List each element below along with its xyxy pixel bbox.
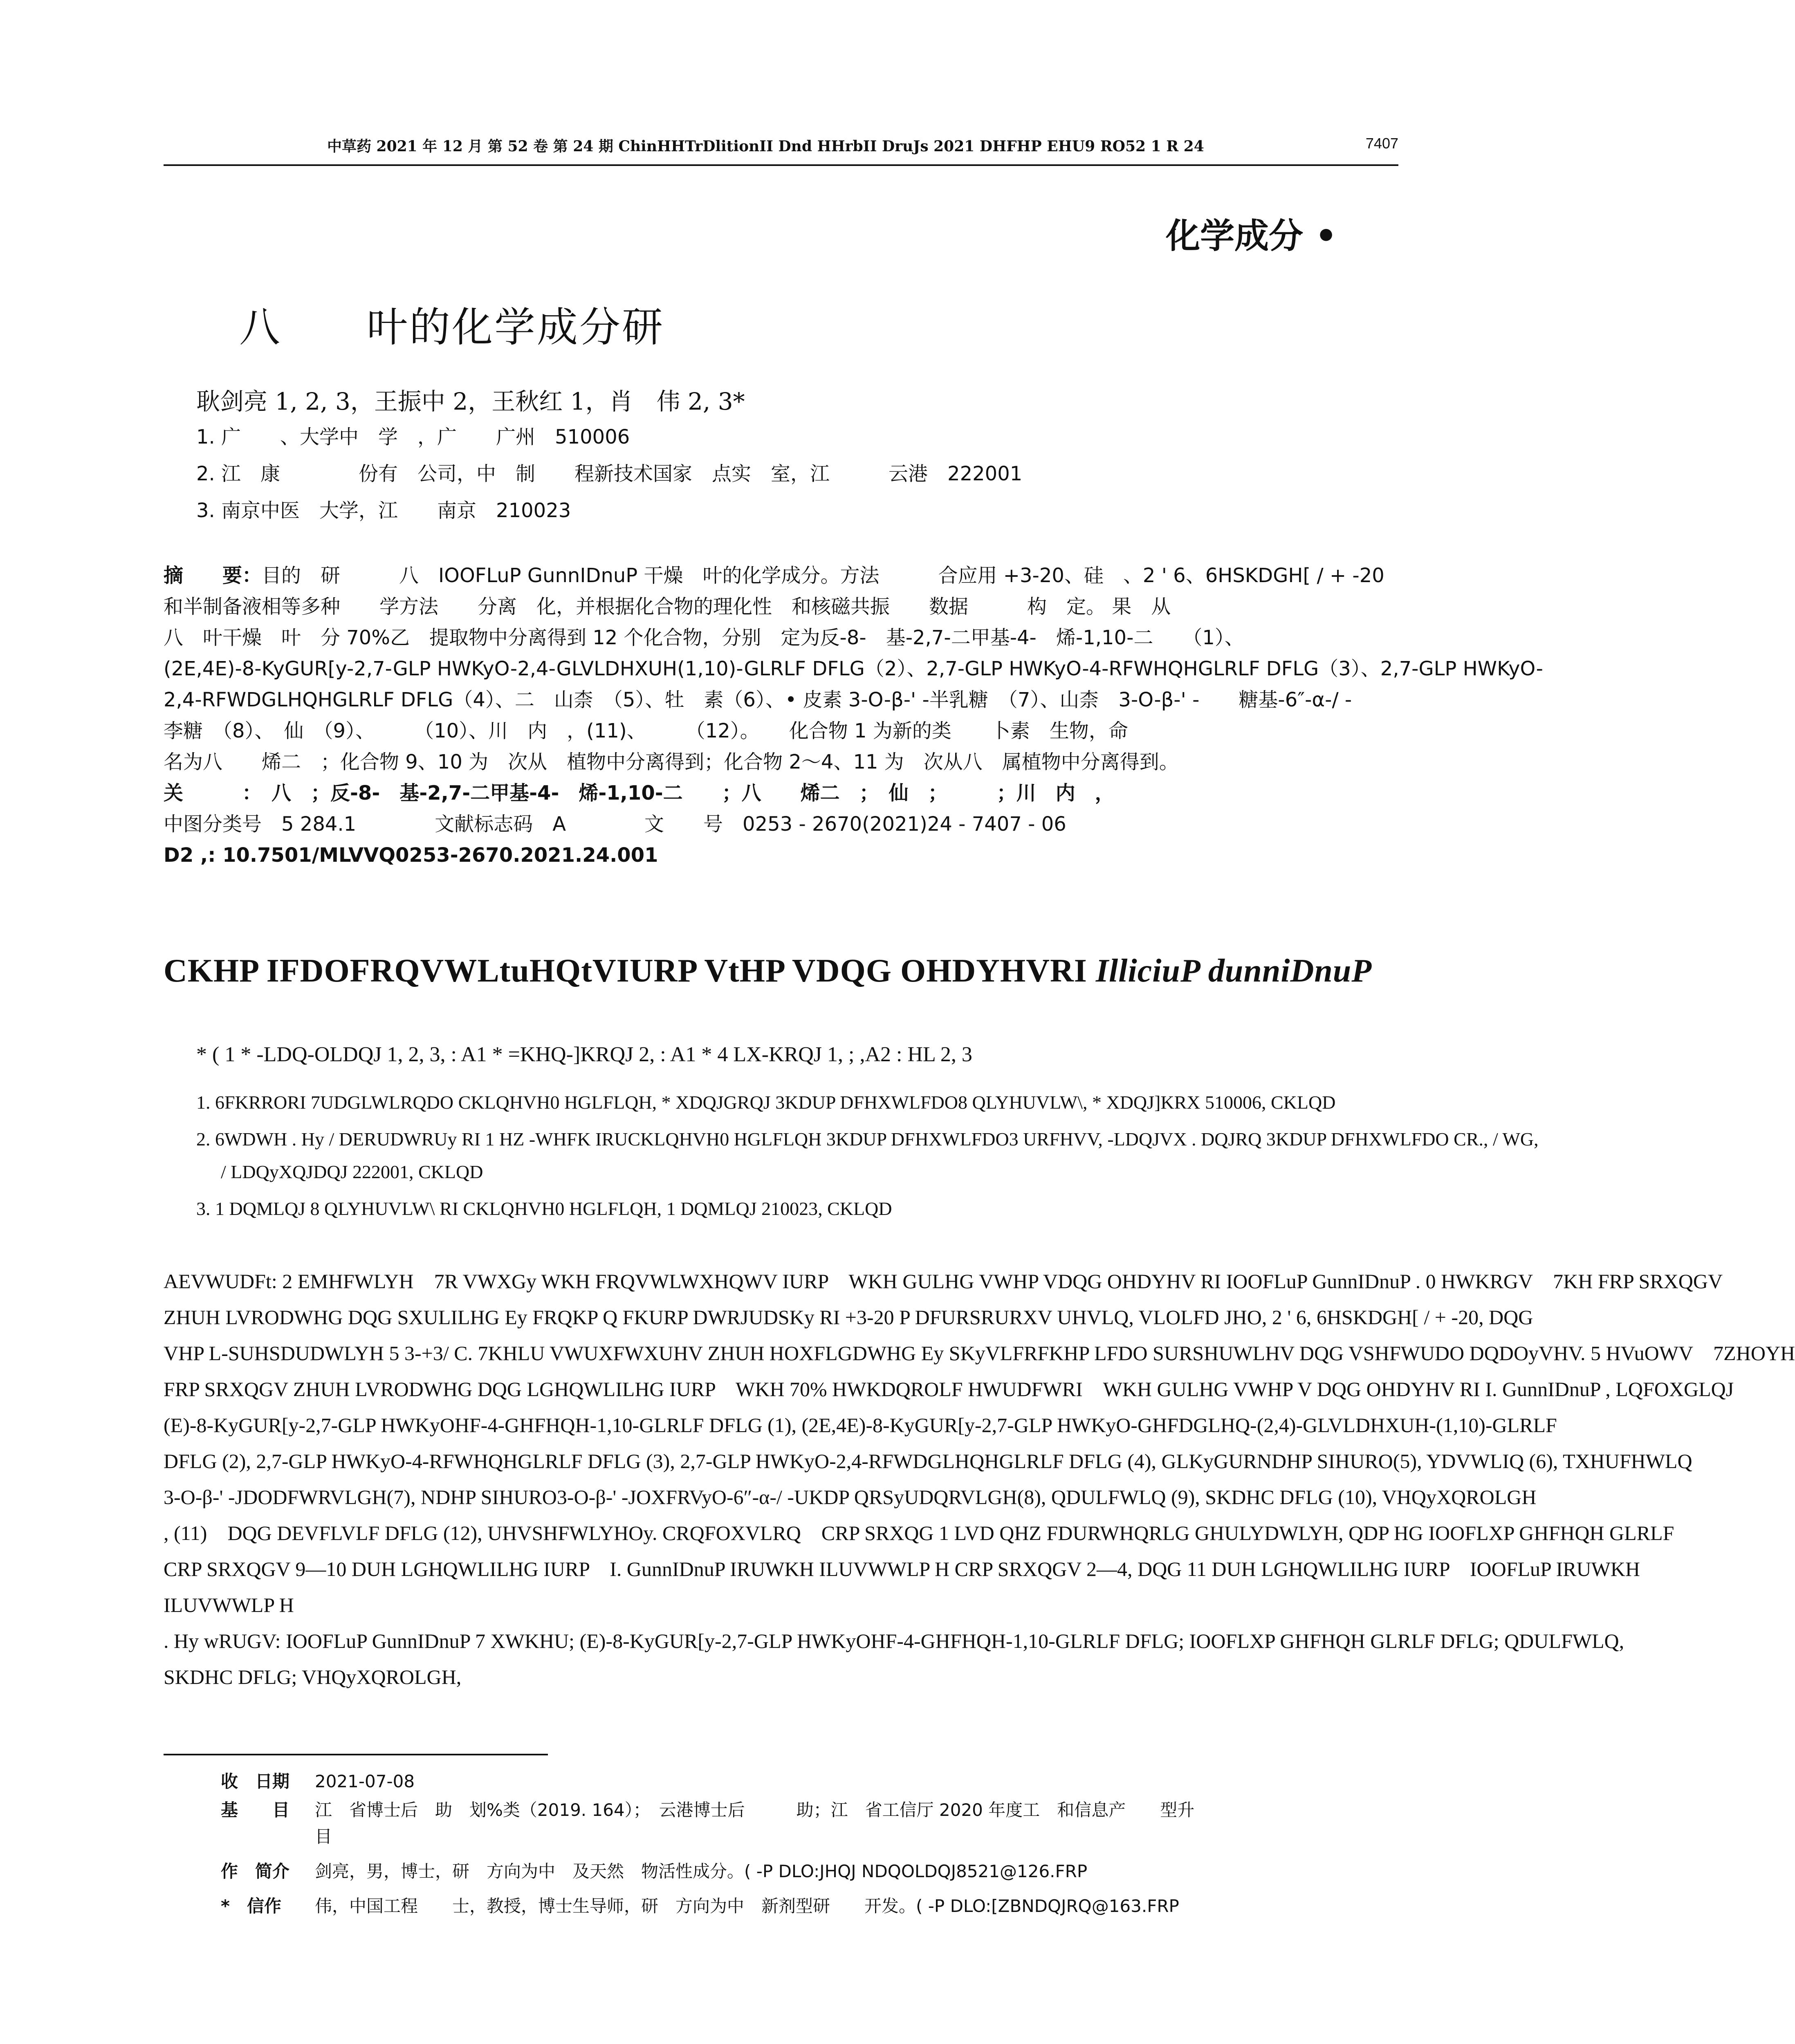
abstract-en-line-7: 3-O-β-' -JDODFWRVLGH(7), NDHP SIHURO3-O-β-' -JOXFRVyO-6″-α-/ -UKDP QRSyUDQRVLGH(8), QDULFWLQ (9), SKDHC DFLG (10), VHQyXQROLGH xyxy=(164,1486,1537,1508)
keywords-en: . Hy wRUGV: IOOFLuP GunnIDnuP 7 XWKHU; (E)-8-KyGUR[y-2,7-GLP HWKyOHF-4-GHFHQH-1,10-GLRLF DFLG; IOOFLXP GHFHQH GLRLF DFLG; QDULFWLQ, xyxy=(164,1629,1624,1652)
classification-cn: 中图分类号 5 284.1 文献标志码 A 文 号 0253 - 2670(2021)24 - 7407 - 06 xyxy=(164,813,1066,836)
abstract-cn xyxy=(164,560,1543,871)
abstract-cn-line-5: 2,4-RFWDGLHQHGLRLF DFLG（4）、二 山柰 （5）、牡 素（6）、• 皮素 3-O-β-' -半乳糖 （7）、山柰 3-O-β-' - 糖基-6″-α-/ - xyxy=(164,688,1352,711)
footnote-author: 作 简介 剑亮，男，博士，研 方向为中 及天然 物活性成分。( -P DLO:JHQJ NDQOLDQJ8521@126.FRP xyxy=(221,1861,1088,1881)
abstract-cn-line-4: (2E,4E)-8-KyGUR[y-2,7-GLP HWKyO-2,4-GLVLDHXUH(1,10)-GLRLF DFLG（2）、2,7-GLP HWKyO-4-RFWHQHGLRLF DFLG（3）、2,7-GLP HWKyO- xyxy=(164,657,1543,680)
abstract-cn-line-6: 李糖 （8）、 仙 （9）、 （10）、川 内 ，(11)、 （12）。 化合物 1 为新的类 卜素 生物，命 xyxy=(164,719,1128,742)
section-tag: 化学成分 • xyxy=(1166,216,1337,256)
title-en-species: IlliciuP dunniDnuP xyxy=(1095,953,1372,989)
abstract-cn-label: 摘 要： xyxy=(164,564,262,587)
journal-line: 中草药 2021 年 12 月 第 52 卷 第 24 期 ChinHHTrDlitionII Dnd HHrbII DruJs 2021 DHFHP EHU9 RO52 1 R 24 xyxy=(327,138,1204,155)
abstract-en-line-1: AEVWUDFt: 2 EMHFWLYH 7R VWXGy WKH FRQVWLWXHQWV IURP WKH GULHG VWHP VDQG OHDYHV RI IOOFLuP GunnIDnuP . 0 HWKRGV 7KH FRP SRXQGV xyxy=(164,1270,1723,1293)
footnote-fund: 基 目 江 省博士后 助 划%类（2019. 164）； 云港博士后 助；江 省工信厅 2020 年度工 和信息产 型升 xyxy=(221,1800,1195,1820)
footnote-corresponding: * 信作 伟，中国工程 士，教授，博士生导师，研 方向为中 新剂型研 开发。( -P DLO:[ZBNDQJRQ@163.FRP xyxy=(221,1896,1179,1916)
abstract-cn-line-2: 和半制备液相等多种 学方法 分离 化，并根据化合物的理化性 和核磁共振 数据 构 定。 果 从 xyxy=(164,595,1171,618)
title-en xyxy=(164,953,1398,990)
abstract-cn-line-7: 名为八 烯二 ；化合物 9、10 为 次从 植物中分离得到；化合物 2～4、11 为 次从八 属植物中分离得到。 xyxy=(164,751,1179,773)
title-en-main: CKHP IFDOFRQVWLtuHQtVIURP VtHP VDQG OHDYHVRI xyxy=(164,953,1087,989)
page-number: 7407 xyxy=(1365,135,1398,152)
footnote-rule xyxy=(164,1754,548,1755)
abstract-en xyxy=(164,1263,1795,1695)
keywords-cn: 关 ： 八 ；反-8- 基-2,7-二甲基-4- 烯-1,10-二 ；八 烯二 ； 仙 ； ；川 内 ， xyxy=(164,782,1115,805)
affiliation-cn-3: 3. 南京中医 大学，江 南京 210023 xyxy=(196,499,571,522)
header-rule xyxy=(164,164,1398,166)
abstract-cn-line-3: 八 叶干燥 叶 分 70%乙 提取物中分离得到 12 个化合物，分别 定为反-8- 基-2,7-二甲基-4- 烯-1,10-二 （1）、 xyxy=(164,626,1244,649)
affiliation-cn-1: 1. 广 、大学中 学 ，广 广州 510006 xyxy=(196,426,630,448)
running-header xyxy=(164,135,1398,159)
abstract-en-line-10: ILUVWWLP H xyxy=(164,1594,294,1616)
abstract-en-line-8: , (11) DQG DEVFLVLF DFLG (12), UHVSHFWLYHOy. CRQFOXVLRQ CRP SRXQG 1 LVD QHZ FDURWHQRLG GHULYDWLYH, QDP HG IOOFLXP GHFHQH GLRLF xyxy=(164,1522,1674,1544)
abstract-en-line-9: CRP SRXQGV 9—10 DUH LGHQWLILHG IURP I. GunnIDnuP IRUWKH ILUVWWLP H CRP SRXQGV 2—4, DQG 11 DUH LGHQWLILHG IURP IOOFLuP IRUWKH xyxy=(164,1558,1640,1580)
authors-en: * ( 1 * -LDQ-OLDQJ 1, 2, 3, : A1 * =KHQ-]KRQJ 2, : A1 * 4 LX-KRQJ 1, ; ,A2 : HL 2, 3 xyxy=(196,1043,972,1066)
affiliation-en-1: 1. 6FKRRORI 7UDGLWLRQDO CKLQHVH0 HGLFLQH, * XDQJGRQJ 3KDUP DFHXWLFDO8 QLYHUVLW\, * XDQJ]KRX 510006, CKLQD xyxy=(196,1092,1336,1113)
footnote-fund-cont: 目 xyxy=(315,1827,332,1847)
keywords-en-cont: SKDHC DFLG; VHQyXQROLGH, xyxy=(164,1665,462,1688)
affiliation-en-2b: / LDQyXQJDQJ 222001, CKLQD xyxy=(221,1161,483,1182)
authors-cn: 耿剑亮 1, 2, 3，王振中 2，王秋红 1，肖 伟 2, 3* xyxy=(196,388,745,415)
affiliation-en-2: 2. 6WDWH . Hy / DERUDWRUy RI 1 HZ -WHFK IRUCKLQHVH0 HGLFLQH 3KDUP DFHXWLFDO3 URFHVV, -LDQJVX . DQJRQ 3KDUP DFHXWLFDO CR., / WG, xyxy=(196,1129,1539,1150)
footnote-received: 收 日期 2021-07-08 xyxy=(221,1771,415,1791)
doi: D2 ,: 10.7501/MLVVQ0253-2670.2021.24.001 xyxy=(164,844,658,867)
abstract-en-line-6: DFLG (2), 2,7-GLP HWKyO-4-RFWHQHGLRLF DFLG (3), 2,7-GLP HWKyO-2,4-RFWDGLHQHGLRLF DFLG (4), GLKyGURNDHP SIHURO(5), YDVWLIQ (6), TXHUFHWLQ xyxy=(164,1450,1692,1472)
title-cn: 八 叶的化学成分研 xyxy=(239,303,664,351)
abstract-en-line-2: ZHUH LVRODWHG DQG SXULILHG Ey FRQKP Q FKURP DWRJUDSKy RI +3-20 P DFURSRURXV UHVLQ, VLOLFD JHO, 2 ' 6, 6HSKDGH[ / + -20, DQG xyxy=(164,1306,1533,1329)
abstract-cn-line-1: 摘 要：目的 研 八 IOOFLuP GunnIDnuP 干燥 叶的化学成分。方法 合应用 +3-20、硅 、2 ' 6、6HSKDGH[ / + -20 xyxy=(164,564,1384,587)
affiliation-en-3: 3. 1 DQMLQJ 8 QLYHUVLW\ RI CKLQHVH0 HGLFLQH, 1 DQMLQJ 210023, CKLQD xyxy=(196,1198,892,1219)
abstract-en-line-3: VHP L-SUHSDUDWLYH 5 3-+3/ C. 7KHLU VWUXFWXUHV ZHUH HOXFLGDWHG Ey SKyVLFRFKHP LFDO SURSHUWLHV DQG VSHFWUDO DQDOyVHV. 5 HVuOWV 7ZHOYH xyxy=(164,1342,1795,1365)
abstract-en-line-5: (E)-8-KyGUR[y-2,7-GLP HWKyOHF-4-GHFHQH-1,10-GLRLF DFLG (1), (2E,4E)-8-KyGUR[y-2,7-GLP HWKyO-GHFDGLHQ-(2,4)-GLVLDHXUH-(1,10)-GLRLF xyxy=(164,1414,1557,1437)
affiliation-cn-2: 2. 江 康 份有 公司，中 制 程新技术国家 点实 室，江 云港 222001 xyxy=(196,462,1023,485)
abstract-en-line-4: FRP SRXQGV ZHUH LVRODWHG DQG LGHQWLILHG IURP WKH 70% HWKDQROLF HWUDFWRI WKH GULHG VWHP V DQG OHDYHV RI I. GunnIDnuP , LQFOXGLQJ xyxy=(164,1378,1734,1401)
